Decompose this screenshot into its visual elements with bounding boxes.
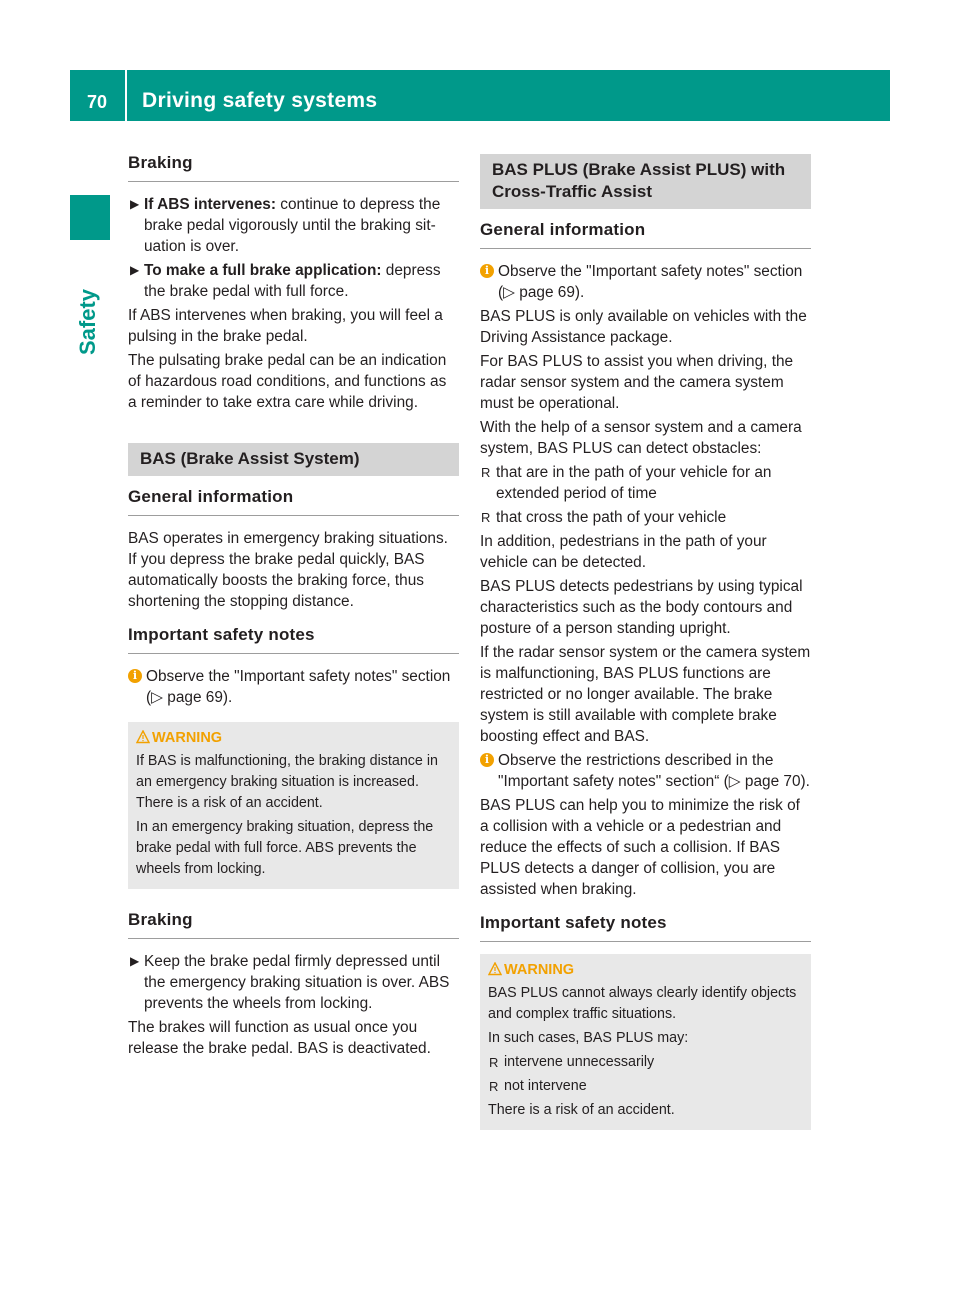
info-icon: i (480, 264, 494, 278)
heading-general-information: General information (480, 219, 811, 249)
page-ref-arrow-icon: ▷ (151, 689, 163, 706)
paragraph: BAS PLUS is only available on vehicles with the Driving Assistance package. (480, 308, 807, 346)
warning-text: BAS PLUS cannot always clearly identify objects and complex traffic situations. (488, 985, 797, 1022)
page-header (70, 70, 890, 121)
bullet-icon: R (489, 1079, 499, 1094)
info-icon: i (128, 669, 142, 683)
section-heading-braking-2: Braking (128, 909, 459, 939)
chapter-title: Driving safety systems (142, 89, 378, 112)
section-title-bas-plus: BAS PLUS (Brake Assist PLUS) with Cross-Traffic Assist (480, 154, 811, 209)
list-item: R not intervene (488, 1076, 801, 1097)
step-text: continue to depress the brake pedal vigorously until the braking situation is over. (144, 196, 441, 255)
info-note: i Observe the "Important safety notes" section (▷ page 69). (128, 666, 459, 708)
heading-general-information: General information (128, 486, 459, 516)
page-ref-arrow-icon: ▷ (503, 284, 515, 301)
bullet-icon: R (489, 1055, 499, 1070)
warning-box (480, 954, 811, 1130)
paragraph: The brakes will function as usual once you release the brake pedal. BAS is deactivated. (128, 1019, 431, 1057)
section-heading-braking: Braking (128, 152, 459, 182)
step-full-brake (128, 260, 459, 302)
paragraph: The pulsating brake pedal can be an indication of hazardous road conditions, and functions as a reminder to take extra care while driving. (128, 352, 447, 411)
step-arrow-icon: ▶ (130, 954, 140, 968)
right-column (480, 154, 811, 1130)
list-item: R intervene unnecessarily (488, 1052, 801, 1073)
paragraph: If ABS intervenes when braking, you will feel a pulsing in the brake pedal. (128, 307, 443, 345)
paragraph: In addition, pedestrians in the path of your vehicle can be detected. (480, 533, 767, 571)
warning-text: If BAS is malfunctioning, the braking distance in an emergency braking situation is increased. There is a risk of an accident. (136, 753, 438, 811)
warning-text: In an emergency braking situation, depress the brake pedal with full force. ABS prevents the wheels from locking. (136, 819, 434, 877)
warning-text: There is a risk of an accident. (488, 1102, 675, 1118)
step-arrow-icon: ▶ (130, 263, 140, 277)
left-column (128, 148, 459, 1062)
warning-icon (488, 962, 502, 976)
info-note: i Observe the "Important safety notes" section (▷ page 69). (480, 261, 811, 303)
page-number: 70 (87, 92, 108, 112)
warning-icon (136, 730, 150, 744)
info-icon: i (480, 753, 494, 767)
bullet-icon: R (481, 465, 491, 480)
heading-important-safety-notes: Important safety notes (128, 624, 459, 654)
warning-box (128, 722, 459, 889)
step-lead: To make a full brake application: (144, 262, 382, 279)
step-arrow-icon: ▶ (130, 197, 140, 211)
step-lead: If ABS intervenes: (144, 196, 276, 213)
step-text: Keep the brake pedal firmly depressed until the emergency braking situation is over. ABS prevents the wheels from locking. (144, 953, 450, 1012)
info-note: i Observe the restrictions described in the "Important safety notes" section“ (▷ page 70). (480, 750, 811, 792)
warning-title: WARNING (136, 728, 449, 749)
paragraph: For BAS PLUS to assist you when driving, the radar sensor system and the camera system must be operational. (480, 353, 794, 412)
paragraph: If the radar sensor system or the camera system is malfunctioning, BAS PLUS functions are restricted or no longer available. The brake system is still available with complete brake boosting effect and BAS. (480, 644, 811, 745)
warning-title: WARNING (488, 960, 801, 981)
side-tab-marker (70, 195, 110, 240)
step-keep-pedal-depressed (128, 951, 459, 1014)
side-tab-label: Safety (75, 288, 100, 356)
paragraph: With the help of a sensor system and a camera system, BAS PLUS can detect obstacles: (480, 419, 802, 457)
list-item: R that cross the path of your vehicle (481, 509, 727, 526)
page-ref-arrow-icon: ▷ (728, 773, 741, 790)
warning-text: In such cases, BAS PLUS may: (488, 1030, 689, 1046)
list-item: R that are in the path of your vehicle for an extended period of time (481, 464, 772, 502)
step-text: depress the brake pedal with full force. (144, 262, 441, 300)
bullet-icon: R (481, 510, 491, 525)
paragraph: BAS operates in emergency braking situations. If you depress the brake pedal quickly, BAS automatically boosts the braking force, thus shortening the stopping distance. (128, 530, 448, 610)
paragraph: BAS PLUS detects pedestrians by using typical characteristics such as the body contours and posture of a person standing upright. (480, 578, 803, 637)
heading-important-safety-notes: Important safety notes (480, 912, 811, 942)
section-title-bas: BAS (Brake Assist System) (128, 443, 459, 476)
step-abs-intervenes (128, 194, 459, 257)
header-divider (125, 70, 127, 121)
paragraph: BAS PLUS can help you to minimize the risk of a collision with a vehicle or a pedestrian and reduce the effects of such a collision. If BAS PLUS detects a danger of collision, you are assisted when braking. (480, 797, 800, 898)
